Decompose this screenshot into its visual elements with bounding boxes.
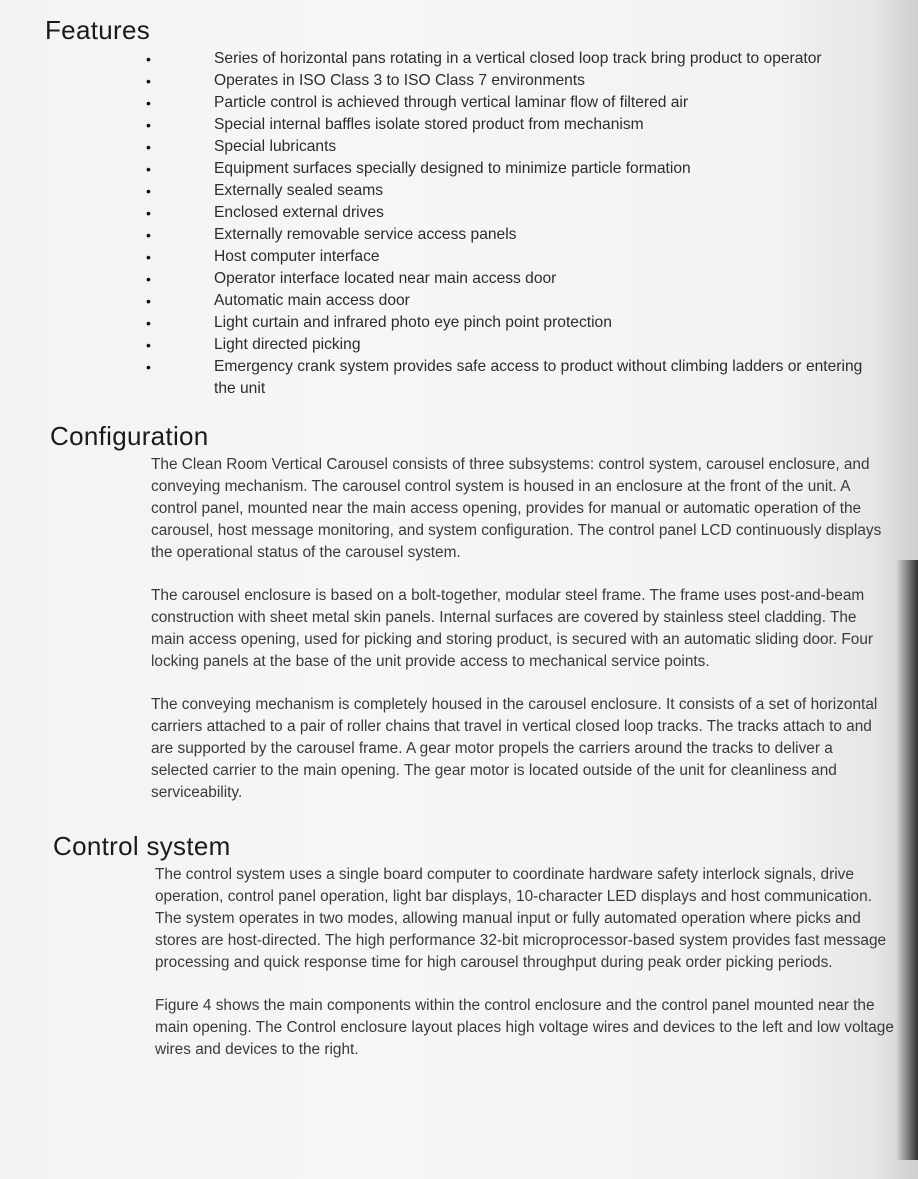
list-item-text: Externally sealed seams [214, 182, 384, 199]
list-item [140, 334, 880, 356]
bullet-icon: • [146, 183, 151, 199]
list-item [140, 312, 880, 334]
list-item-text: Light directed picking [214, 336, 361, 353]
list-item [140, 136, 880, 158]
list-item [140, 246, 880, 268]
list-item-text: Operator interface located near main access door [214, 270, 557, 287]
bullet-icon: • [146, 315, 151, 331]
list-item-text: Operates in ISO Class 3 to ISO Class 7 environments [214, 72, 585, 89]
list-item [140, 70, 880, 92]
configuration-paragraph: The Clean Room Vertical Carousel consists of three subsystems: control system, carousel enclosure, and conveying mechanism. The carousel control system is housed in an enclosure at the front of the unit. A control panel, mounted near the main access opening, provides for manual or automatic operation of the carousel, host message monitoring, and system configuration. The control panel LCD continuously displays the operational status of the carousel system. [151, 456, 882, 561]
list-item-text: Host computer interface [214, 248, 380, 265]
bullet-icon: • [146, 271, 151, 287]
configuration-heading: Configuration [50, 421, 209, 451]
list-item [140, 92, 880, 114]
list-item-text: Equipment surfaces specially designed to minimize particle formation [214, 160, 691, 177]
control-system-body [155, 864, 918, 1061]
bullet-icon: • [146, 293, 151, 309]
list-item-text: Special internal baffles isolate stored product from mechanism [214, 116, 644, 133]
bullet-icon: • [146, 95, 151, 111]
bullet-icon: • [146, 227, 151, 243]
control-system-paragraph: Figure 4 shows the main components within the control enclosure and the control panel mounted near the main opening. The Control enclosure layout places high voltage wires and devices to the left and low voltage wires and devices to the right. [155, 997, 894, 1058]
bullet-icon: • [146, 139, 151, 155]
bullet-icon: • [146, 161, 151, 177]
list-item-text: Externally removable service access panels [214, 226, 517, 243]
list-item [140, 356, 880, 400]
list-item [140, 290, 880, 312]
list-item-text: Automatic main access door [214, 292, 410, 309]
list-item-text: Special lubricants [214, 138, 337, 155]
list-item [140, 202, 880, 224]
configuration-body [151, 454, 918, 804]
list-item [140, 180, 880, 202]
bullet-icon: • [146, 117, 151, 133]
bullet-icon: • [146, 51, 151, 67]
list-item-text: Emergency crank system provides safe access to product without climbing ladders or entering the unit [214, 358, 863, 397]
list-item-text: Series of horizontal pans rotating in a vertical closed loop track bring product to operator [214, 50, 822, 67]
bullet-icon: • [146, 337, 151, 353]
configuration-paragraph: The conveying mechanism is completely housed in the carousel enclosure. It consists of a set of horizontal carriers attached to a pair of roller chains that travel in vertical closed loop tracks. The tracks attach to and are supported by the carousel frame. A gear motor propels the carriers around the tracks to deliver a selected carrier to the main opening. The gear motor is located outside of the unit for cleanliness and serviceability. [151, 696, 878, 801]
list-item [140, 224, 880, 246]
list-item-text: Particle control is achieved through vertical laminar flow of filtered air [214, 94, 689, 111]
features-list [140, 48, 880, 400]
list-item [140, 268, 880, 290]
control-system-paragraph: The control system uses a single board computer to coordinate hardware safety interlock signals, drive operation, control panel operation, light bar displays, 10-character LED displays and host communication. The system operates in two modes, allowing manual input or fully automated operation where picks and stores are host-directed. The high performance 32-bit microprocessor-based system provides fast message processing and quick response time for high carousel throughput during peak order picking periods. [155, 866, 887, 971]
list-item-text: Light curtain and infrared photo eye pinch point protection [214, 314, 612, 331]
control-system-heading: Control system [53, 831, 231, 861]
list-item [140, 48, 880, 70]
configuration-paragraph: The carousel enclosure is based on a bolt-together, modular steel frame. The frame uses post-and-beam construction with sheet metal skin panels. Internal surfaces are covered by stainless steel cladding. The main access opening, used for picking and storing product, is secured with an automatic sliding door. Four locking panels at the base of the unit provide access to mechanical service points. [151, 587, 874, 670]
list-item [140, 158, 880, 180]
list-item-text: Enclosed external drives [214, 204, 384, 221]
list-item [140, 114, 880, 136]
bullet-icon: • [146, 205, 151, 221]
bullet-icon: • [146, 73, 151, 89]
bullet-icon: • [146, 249, 151, 265]
bullet-icon: • [146, 359, 151, 375]
features-heading: Features [45, 15, 151, 45]
